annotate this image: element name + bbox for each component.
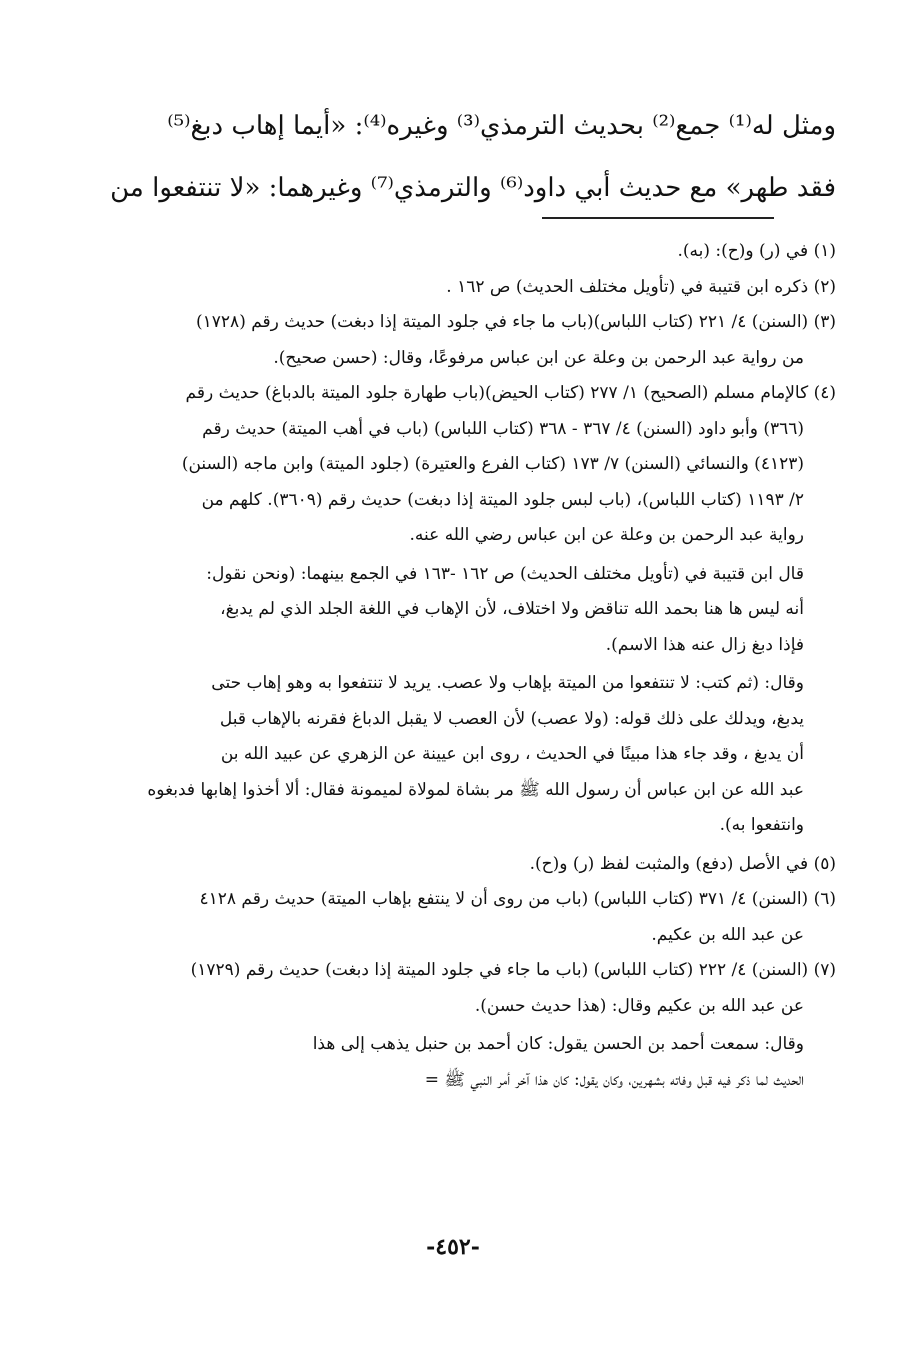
footnote-line: وقال: سمعت أحمد بن الحسن يقول: كان أحمد بن حنبل يذهب إلى هذا: [312, 1034, 804, 1054]
footnote-line: فإذا دبغ زال عنه هذا الاسم).: [605, 634, 804, 655]
footnote-line: (١) في (ر) و(ح): (به).: [677, 241, 836, 261]
footnote-line: (٥) في الأصل (دفع) والمثبت لفظ (ر) و(ح).: [529, 853, 836, 874]
footnote-line: عبد الله عن ابن عباس أن رسول الله ﷺ مر بشاة لمولاة لميمونة فقال: ألا أخذوا إهابها فدبغوه: [147, 779, 804, 800]
footnote-line: رواية عبد الرحمن بن وعلة عن ابن عباس رضي الله عنه.: [409, 525, 804, 545]
main-text-line: ومثل له⁽¹⁾ جمع⁽²⁾ بحديث الترمذي⁽³⁾ وغيره⁽⁴⁾: «أيما إهاب دبغ⁽⁵⁾: [167, 111, 836, 141]
footnote-separator: [542, 217, 774, 219]
footnote-line: (٣٦٦) وأبو داود (السنن) ٤/ ٣٦٧ - ٣٦٨ (كتاب اللباس) (باب في أهب الميتة) حديث رقم: [202, 418, 804, 439]
footnote-line: (٦) (السنن) ٤/ ٣٧١ (كتاب اللباس) (باب من روى أن لا ينتفع بإهاب الميتة) حديث رقم ٤١٢٨: [199, 889, 836, 909]
footnote-line: أنه ليس ها هنا بحمد الله تناقض ولا اختلاف، لأن الإهاب في اللغة الجلد الذي لم يدبغ،: [220, 599, 804, 619]
footnote-line: (٤) كالإمام مسلم (الصحيح) ١/ ٢٧٧ (كتاب الحيض)(باب طهارة جلود الميتة بالدباغ) حديث رقم: [185, 383, 836, 403]
footnote-line: أن يدبغ ، وقد جاء هذا مبينًا في الحديث ، روى ابن عيينة عن الزهري عن عبيد الله بن: [220, 744, 804, 764]
footnote-line: من رواية عبد الرحمن بن وعلة عن ابن عباس مرفوعًا، وقال: (حسن صحيح).: [273, 347, 804, 368]
footnote-line: (٢) ذكره ابن قتيبة في (تأويل مختلف الحديث) ص ١٦٢ .: [446, 276, 836, 297]
main-text-block: [70, 95, 836, 219]
footnote-line: عن عبد الله بن عكيم وقال: (هذا حديث حسن).: [474, 995, 804, 1016]
footnote-line: وقال: (ثم كتب: لا تنتفعوا من الميتة بإهاب ولا عصب. يريد لا تنتفعوا به وهو إهاب حتى: [211, 673, 804, 693]
footnote-line: عن عبد الله بن عكيم.: [651, 924, 804, 945]
page-number: -٤٥٢-: [426, 1234, 480, 1260]
footnote-line: يدبغ، ويدلك على ذلك قوله: (ولا عصب) لأن العصب لا يقبل الدباغ فقرنه بالإهاب قبل: [219, 708, 804, 729]
footnote-line: (٣) (السنن) ٤/ ٢٢١ (كتاب اللباس)(باب ما جاء في جلود الميتة إذا دبغت) حديث رقم (١٧٢٨): [196, 312, 836, 332]
footnote-line: (٤١٢٣) والنسائي (السنن) ٧/ ١٧٣ (كتاب الفرع والعتيرة) (جلود الميتة) وابن ماجه (السنن): [181, 454, 804, 474]
footnote-line: ٢/ ١١٩٣ (كتاب اللباس)، (باب لبس جلود الميتة إذا دبغت) حديث رقم (٣٦٠٩). كلهم من: [201, 489, 804, 510]
footnote-line: الحديث لما ذكر فيه قبل وفاته بشهرين، وكان يقول: كان هذا آخر أمر النبي ﷺ =: [424, 1069, 804, 1090]
footnote-line: (٧) (السنن) ٤/ ٢٢٢ (كتاب اللباس) (باب ما جاء في جلود الميتة إذا دبغت) حديث رقم (١٧٢٩): [190, 960, 836, 980]
footnote-line: قال ابن قتيبة في (تأويل مختلف الحديث) ص ١٦٢ -١٦٣ في الجمع بينهما: (ونحن نقول:: [206, 563, 804, 584]
footnote-line: وانتفعوا به).: [719, 815, 804, 835]
main-text-line: فقد طهر» مع حديث أبي داود⁽⁶⁾ والترمذي⁽⁷⁾ وغيرهما: «لا تنتفعوا من: [110, 173, 836, 203]
footnotes-block: [70, 234, 836, 1098]
